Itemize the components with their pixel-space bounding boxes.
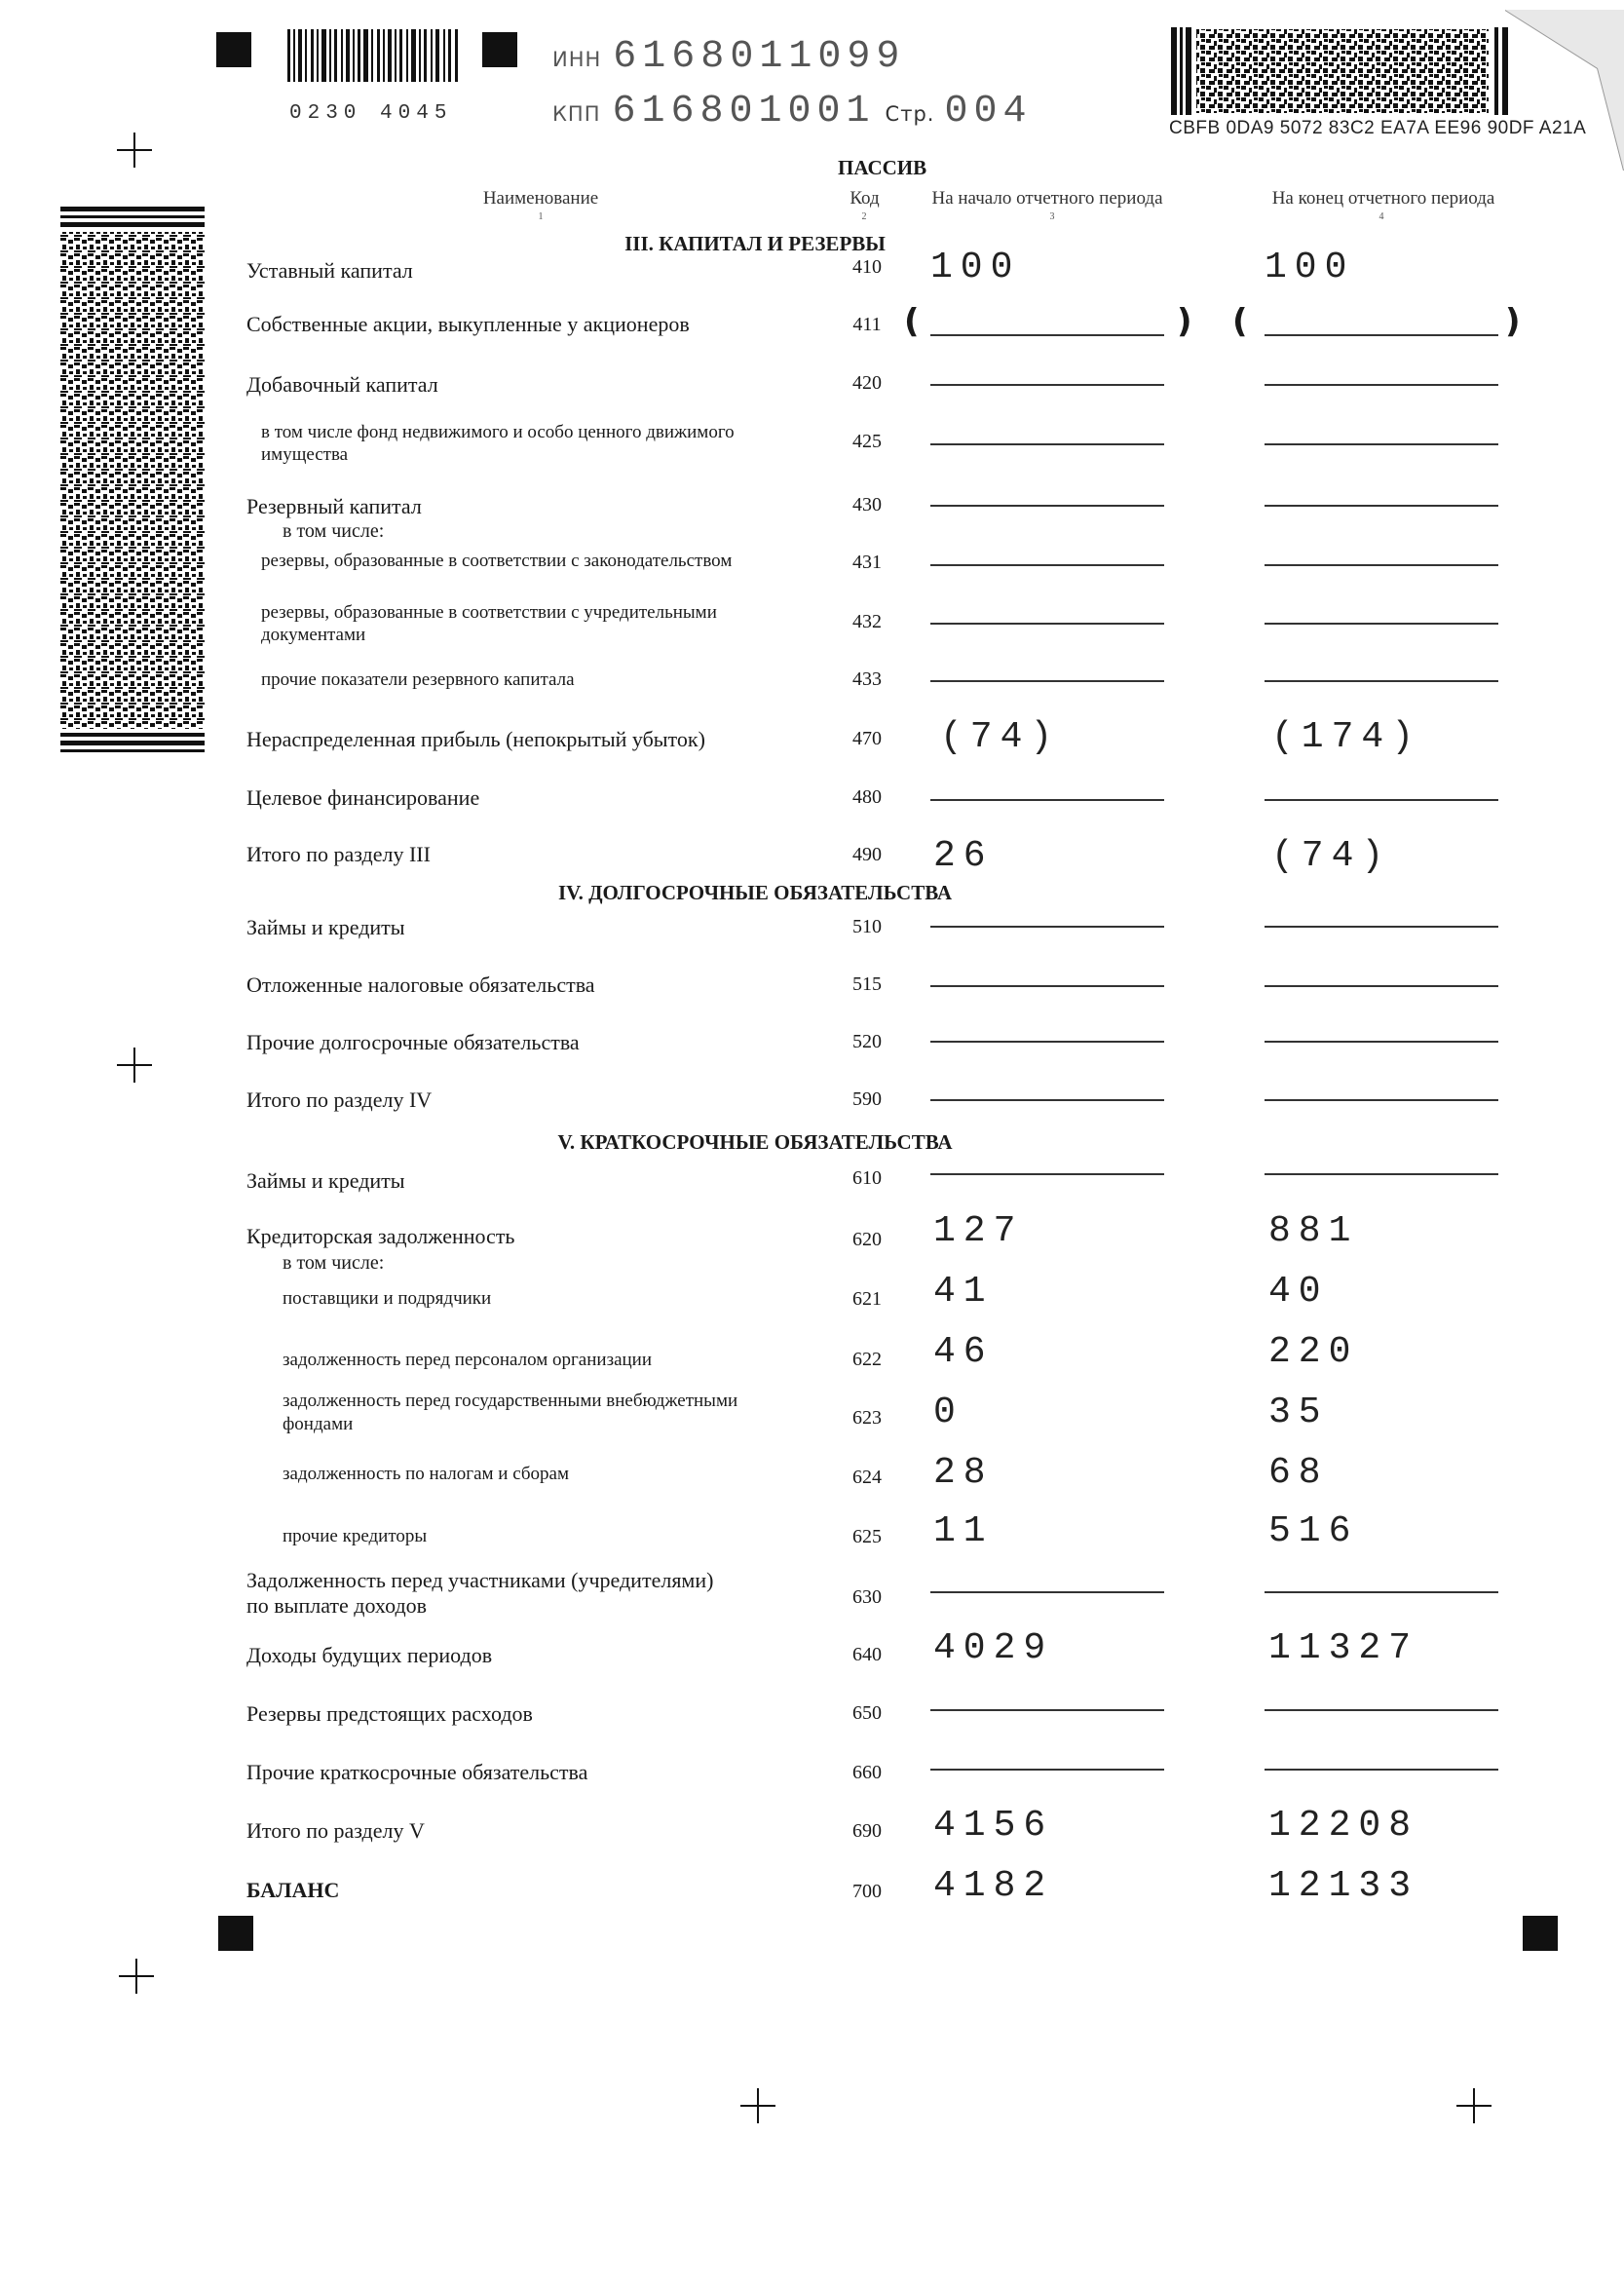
value-start-625: 11 (933, 1510, 994, 1552)
row-label-610: Займы и кредиты (246, 1168, 405, 1193)
value-start-490: 26 (933, 835, 994, 877)
col-header-start: На начало отчетного периода (931, 188, 1163, 209)
row-label-590: Итого по разделу IV (246, 1087, 433, 1112)
value-end-625: 516 (1268, 1510, 1359, 1552)
empty-line-start-480 (930, 799, 1164, 801)
row-code-623: 623 (852, 1407, 882, 1429)
value-start-690: 4156 (933, 1805, 1054, 1847)
empty-line-start-411 (930, 334, 1164, 336)
row-label-520: Прочие долгосрочные обязательства (246, 1030, 580, 1054)
page-number: 004 (944, 90, 1033, 133)
col-number-4: 4 (1379, 211, 1384, 222)
row-label-621: поставщики и подрядчики (283, 1288, 492, 1309)
row-label-420: Добавочный капитал (246, 372, 438, 397)
value-end-410: 100 (1265, 247, 1355, 288)
row-code-690: 690 (852, 1820, 882, 1842)
empty-line-end-425 (1265, 443, 1498, 445)
row-label-432-line2: документами (261, 625, 366, 645)
value-start-622: 46 (933, 1331, 994, 1373)
empty-line-end-420 (1265, 384, 1498, 386)
section-heading-iii: III. КАПИТАЛ И РЕЗЕРВЫ (624, 232, 886, 255)
empty-line-start-590 (930, 1099, 1164, 1101)
row-label-622: задолженность перед персоналом организации (283, 1350, 653, 1370)
row-label-432-line1: резервы, образованные в соответствии с учредительными (261, 602, 717, 623)
empty-line-end-650 (1265, 1709, 1498, 1711)
registration-square-bottom-right (1523, 1916, 1558, 1951)
row-code-621: 621 (852, 1288, 882, 1310)
value-start-620: 127 (933, 1210, 1024, 1252)
empty-line-end-430 (1265, 505, 1498, 507)
paren-open-end-411: ( (1232, 302, 1248, 341)
kpp-block (552, 90, 1032, 133)
value-start-621: 41 (933, 1271, 994, 1313)
empty-line-start-650 (930, 1709, 1164, 1711)
paren-close-start-411: ) (1177, 302, 1192, 341)
row-code-520: 520 (852, 1031, 882, 1052)
empty-line-end-510 (1265, 926, 1498, 928)
crosshair-mark (117, 133, 152, 168)
row-code-411: 411 (852, 314, 882, 335)
value-end-624: 68 (1268, 1452, 1329, 1494)
row-code-620: 620 (852, 1229, 882, 1250)
row-code-515: 515 (852, 973, 882, 995)
page-fold-corner (1505, 10, 1624, 171)
row-label-411: Собственные акции, выкупленные у акционеров (246, 312, 690, 336)
row-label-432 (261, 601, 846, 646)
empty-line-end-590 (1265, 1099, 1498, 1101)
empty-line-start-630 (930, 1591, 1164, 1593)
row-code-420: 420 (852, 372, 882, 394)
empty-line-end-433 (1265, 680, 1498, 682)
2d-barcode-left (60, 207, 205, 757)
value-end-470: (174) (1271, 716, 1422, 758)
empty-line-end-630 (1265, 1591, 1498, 1593)
row-code-625: 625 (852, 1526, 882, 1547)
row-label-625: прочие кредиторы (283, 1526, 428, 1546)
row-label-490: Итого по разделу III (246, 842, 431, 866)
row-sub-620: в том числе: (283, 1252, 385, 1274)
row-code-630: 630 (852, 1586, 882, 1608)
value-end-700: 12133 (1268, 1865, 1419, 1907)
registration-square-top-mid (482, 32, 517, 67)
row-label-433: прочие показатели резервного капитала (261, 669, 575, 690)
row-label-690: Итого по разделу V (246, 1818, 425, 1843)
crosshair-mark (1456, 2088, 1492, 2123)
section-heading-iv: IV. ДОЛГОСРОЧНЫЕ ОБЯЗАТЕЛЬСТВА (557, 881, 953, 904)
col-number-1: 1 (538, 211, 544, 222)
row-label-425-line2: имущества (261, 444, 349, 465)
empty-line-end-431 (1265, 564, 1498, 566)
row-label-620: Кредиторская задолженность (246, 1224, 515, 1248)
row-code-660: 660 (852, 1762, 882, 1783)
row-label-515: Отложенные налоговые обязательства (246, 972, 595, 997)
row-label-623-line2: фондами (283, 1414, 354, 1434)
value-start-470: (74) (940, 716, 1061, 758)
kpp-label: КПП (552, 102, 601, 126)
empty-line-start-425 (930, 443, 1164, 445)
row-code-510: 510 (852, 916, 882, 937)
linear-barcode (287, 29, 463, 107)
page-label: Стр. (885, 102, 935, 126)
row-label-480: Целевое финансирование (246, 785, 480, 810)
table-title: ПАССИВ (838, 156, 927, 179)
row-label-430: Резервный капитал (246, 494, 422, 518)
row-label-410: Уставный капитал (246, 258, 413, 283)
row-label-660: Прочие краткосрочные обязательства (246, 1760, 588, 1784)
registration-square-bottom-left (218, 1916, 253, 1951)
row-code-610: 610 (852, 1167, 882, 1189)
empty-line-start-660 (930, 1769, 1164, 1771)
col-number-3: 3 (1049, 211, 1055, 222)
value-start-640: 4029 (933, 1627, 1054, 1669)
col-header-end: На конец отчетного периода (1271, 188, 1495, 209)
row-code-430: 430 (852, 494, 882, 515)
empty-line-end-610 (1265, 1173, 1498, 1175)
row-code-425: 425 (852, 431, 882, 452)
row-label-431: резервы, образованные в соответствии с законодательством (261, 551, 733, 571)
empty-line-end-480 (1265, 799, 1498, 801)
value-end-620: 881 (1268, 1210, 1359, 1252)
value-end-623: 35 (1268, 1392, 1329, 1433)
row-label-630-line2: по выплате доходов (246, 1593, 428, 1618)
inn-block (552, 35, 905, 79)
empty-line-end-411 (1265, 334, 1498, 336)
row-code-640: 640 (852, 1644, 882, 1665)
row-code-624: 624 (852, 1467, 882, 1488)
empty-line-end-660 (1265, 1769, 1498, 1771)
row-label-623-line1: задолженность перед государственными внебюджетными (283, 1391, 738, 1411)
value-end-640: 11327 (1268, 1627, 1419, 1669)
value-end-622: 220 (1268, 1331, 1359, 1373)
registration-square-top-left (216, 32, 251, 67)
empty-line-start-431 (930, 564, 1164, 566)
row-code-470: 470 (852, 728, 882, 749)
row-label-630 (246, 1568, 831, 1619)
row-code-490: 490 (852, 844, 882, 865)
row-label-425 (261, 421, 846, 466)
col-header-name: Наименование (482, 188, 599, 209)
inn-label: ИНН (552, 48, 602, 71)
row-label-624: задолженность по налогам и сборам (283, 1464, 569, 1484)
row-label-623 (283, 1390, 867, 1436)
empty-line-start-520 (930, 1041, 1164, 1043)
empty-line-start-515 (930, 985, 1164, 987)
empty-line-start-430 (930, 505, 1164, 507)
row-code-432: 432 (852, 611, 882, 632)
row-label-425-line1: в том числе фонд недвижимого и особо ценного движимого (261, 422, 735, 442)
empty-line-start-610 (930, 1173, 1164, 1175)
value-start-700: 4182 (933, 1865, 1054, 1907)
crosshair-mark (119, 1959, 154, 1994)
empty-line-start-510 (930, 926, 1164, 928)
value-start-623: 0 (933, 1392, 963, 1433)
value-end-621: 40 (1268, 1271, 1329, 1313)
row-code-590: 590 (852, 1088, 882, 1110)
row-label-700: БАЛАНС (246, 1878, 340, 1902)
row-label-650: Резервы предстоящих расходов (246, 1701, 533, 1726)
empty-line-end-520 (1265, 1041, 1498, 1043)
row-code-431: 431 (852, 552, 882, 573)
value-start-410: 100 (930, 247, 1021, 288)
paren-open-start-411: ( (904, 302, 920, 341)
document-hash: CBFB 0DA9 5072 83C2 EA7A EE96 90DF A21A (1169, 118, 1587, 138)
value-end-490: (74) (1271, 835, 1392, 877)
2d-barcode-top (1171, 27, 1517, 115)
empty-line-start-432 (930, 623, 1164, 625)
inn-value: 6168011099 (613, 35, 906, 79)
row-code-410: 410 (852, 256, 882, 278)
row-label-510: Займы и кредиты (246, 915, 405, 939)
value-start-624: 28 (933, 1452, 994, 1494)
row-code-622: 622 (852, 1349, 882, 1370)
row-code-433: 433 (852, 668, 882, 690)
row-code-480: 480 (852, 786, 882, 808)
row-label-630-line1: Задолженность перед участниками (учредителями) (246, 1568, 714, 1592)
empty-line-end-432 (1265, 623, 1498, 625)
section-heading-v: V. КРАТКОСРОЧНЫЕ ОБЯЗАТЕЛЬСТВА (557, 1130, 953, 1154)
empty-line-start-420 (930, 384, 1164, 386)
empty-line-start-433 (930, 680, 1164, 682)
barcode-number: 0230 4045 (289, 102, 453, 125)
empty-line-end-515 (1265, 985, 1498, 987)
row-label-470: Нераспределенная прибыль (непокрытый убыток) (246, 727, 705, 751)
row-label-640: Доходы будущих периодов (246, 1643, 493, 1667)
row-sub-430: в том числе: (283, 520, 385, 542)
row-code-700: 700 (852, 1881, 882, 1902)
value-end-690: 12208 (1268, 1805, 1419, 1847)
crosshair-mark (740, 2088, 775, 2123)
crosshair-mark (117, 1048, 152, 1083)
col-number-2: 2 (861, 211, 867, 222)
row-code-650: 650 (852, 1702, 882, 1724)
kpp-value: 616801001 (612, 90, 876, 133)
col-header-code: Код (850, 188, 880, 209)
paren-close-end-411: ) (1505, 302, 1521, 341)
